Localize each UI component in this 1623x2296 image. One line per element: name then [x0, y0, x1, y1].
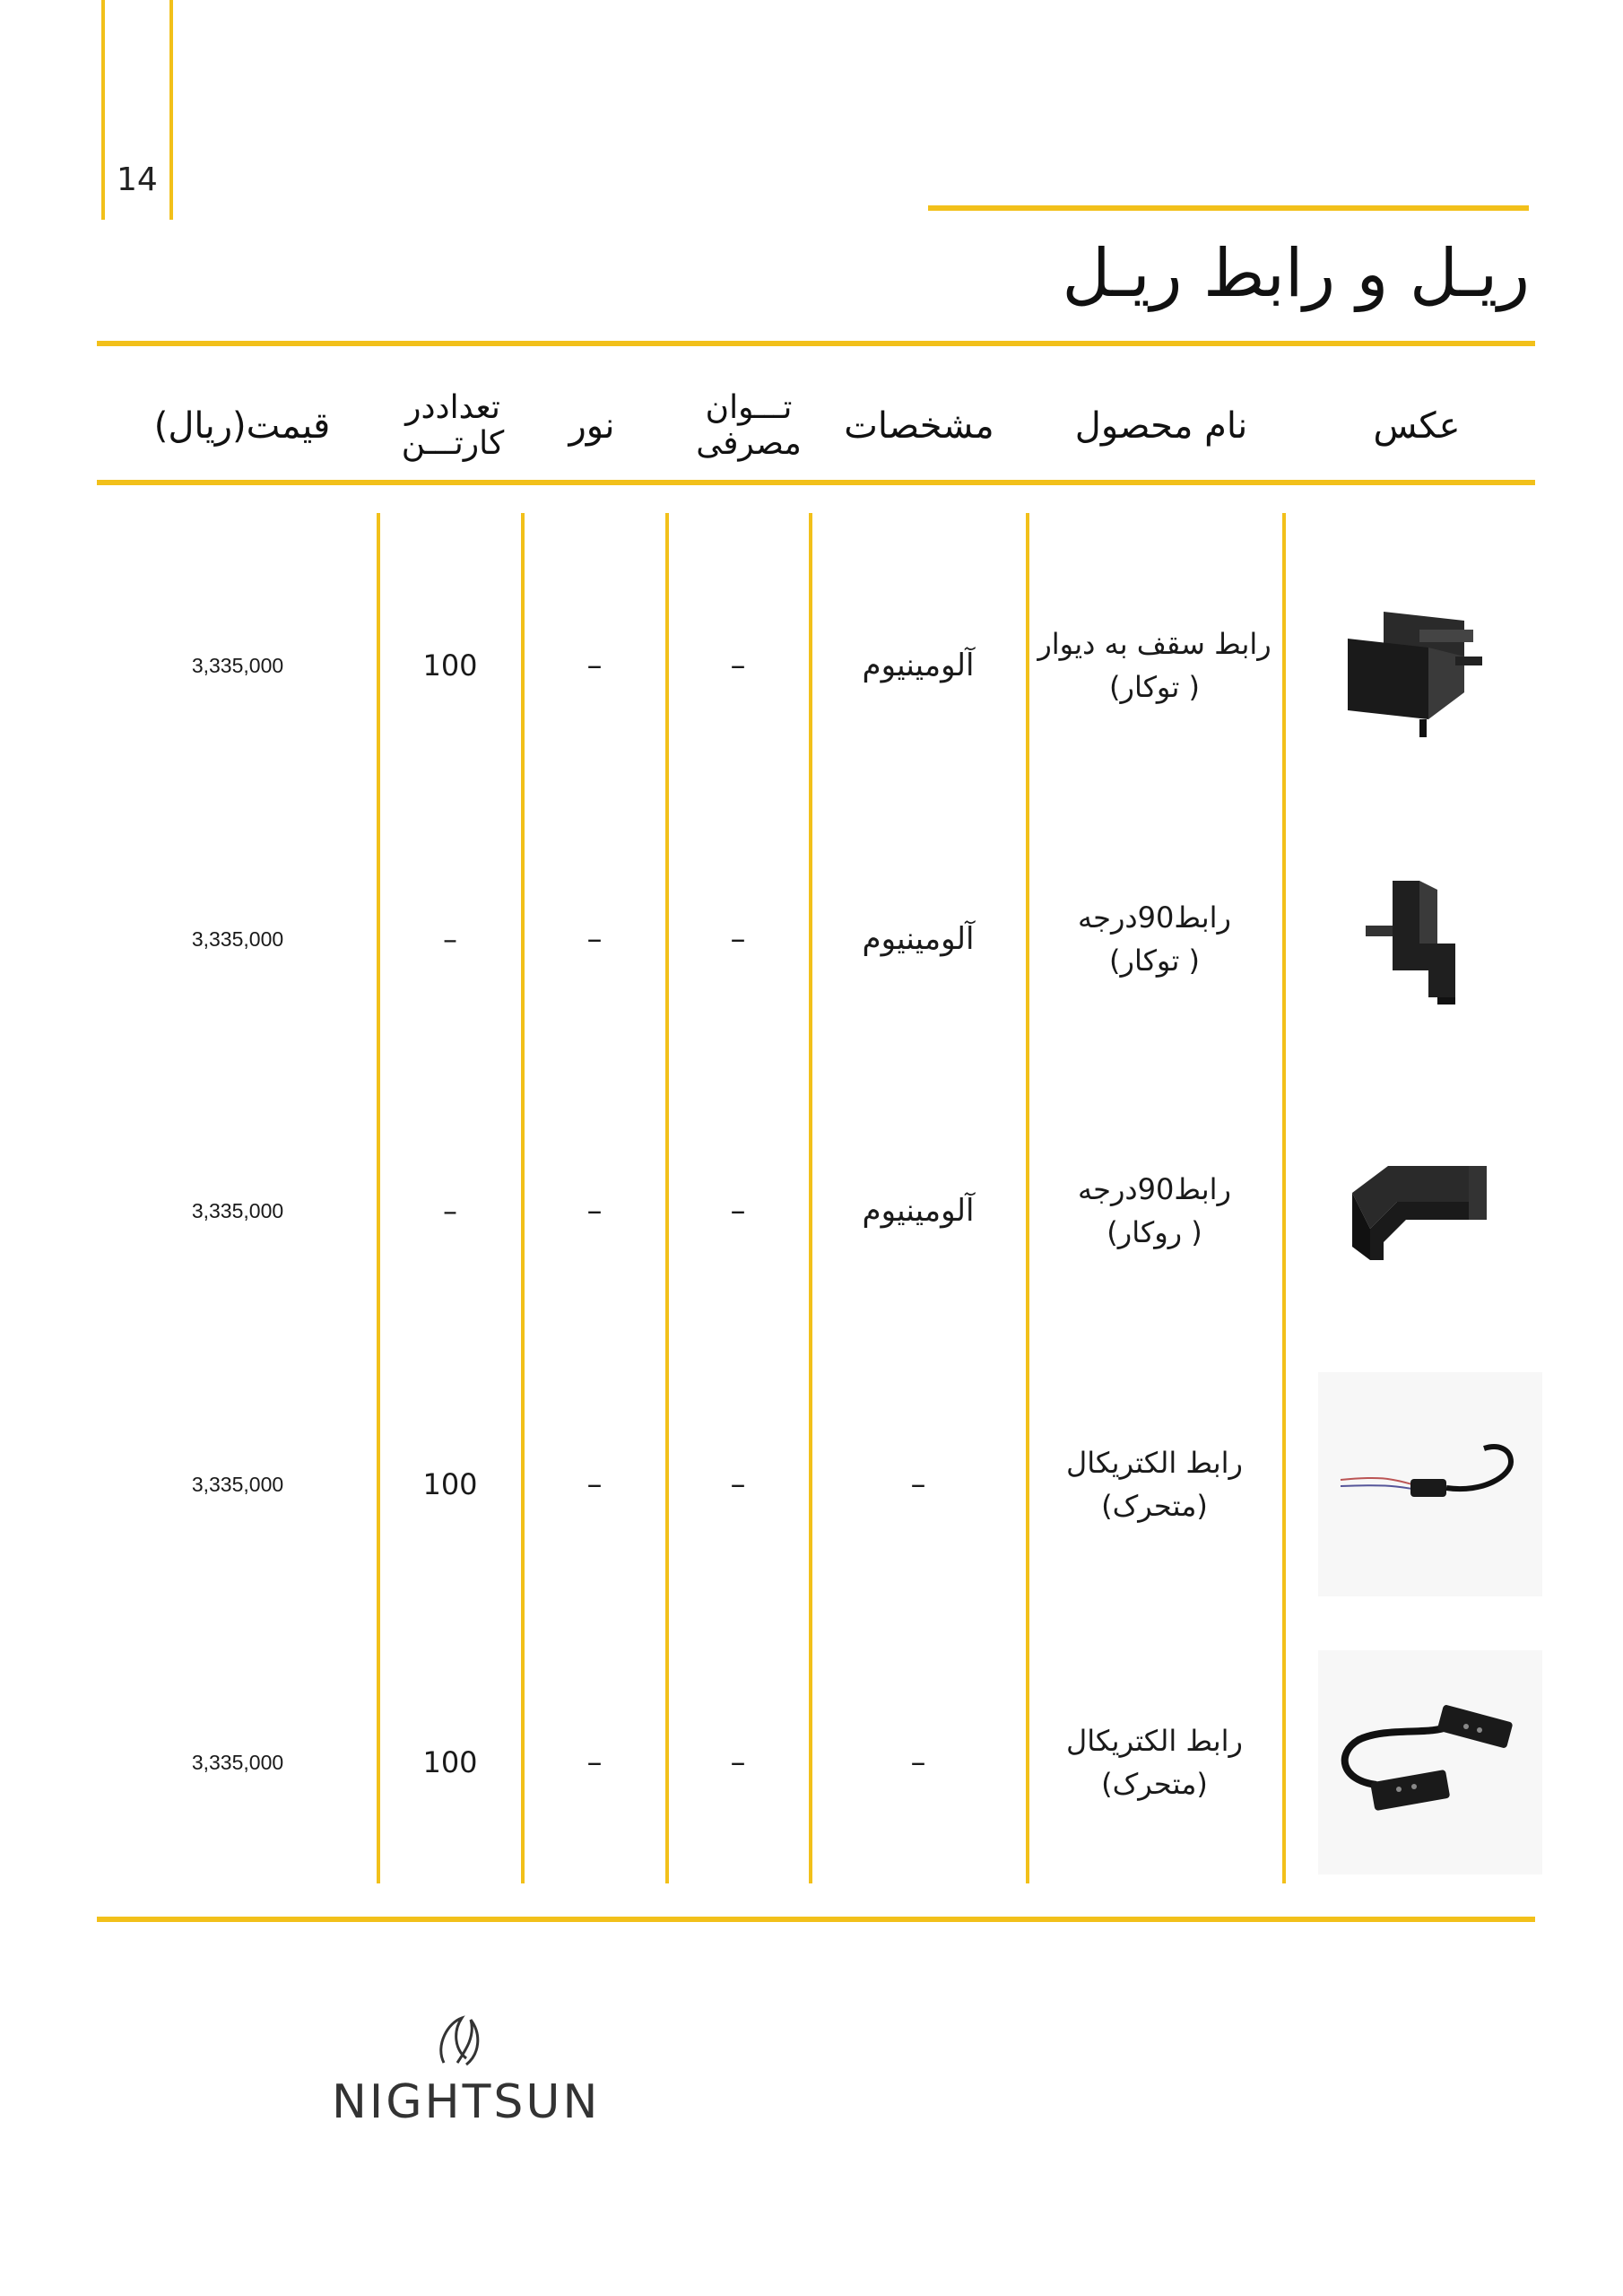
- header-top-rule: [97, 341, 1535, 346]
- power-value: –: [730, 1744, 746, 1780]
- spec-value: آلومینیوم: [862, 648, 975, 683]
- carton-value: –: [443, 1194, 457, 1228]
- header-price-label: قیمت(ریال): [153, 405, 331, 447]
- header-power-line1: تـــوان: [705, 389, 793, 426]
- brand-name: NIGHTSUN: [332, 2075, 601, 2129]
- header-power: [668, 377, 829, 475]
- title-top-rule: [928, 205, 1529, 211]
- price-value: 3,335,000: [191, 1198, 284, 1222]
- light-cell: [525, 840, 664, 1038]
- spec-cell: [812, 1386, 1025, 1583]
- header-product-name-label: نام محصول: [1074, 405, 1248, 447]
- table-row: [0, 1112, 1623, 1309]
- nightsun-logo-icon: [426, 2009, 489, 2072]
- header-image-label: عکس: [1373, 405, 1461, 447]
- ceiling-to-wall-connector-icon: [1330, 594, 1500, 737]
- product-image-cell: [1296, 1112, 1533, 1309]
- light-cell: [525, 1386, 664, 1583]
- header-carton-line1: تعدادد‌ر: [405, 389, 500, 426]
- price-value: 3,335,000: [191, 1750, 284, 1774]
- product-name-cell: [1031, 567, 1278, 764]
- price-cell: [126, 840, 350, 1038]
- light-cell: [525, 567, 664, 764]
- product-name-cell: [1031, 1664, 1278, 1861]
- carton-value: 100: [422, 1467, 478, 1501]
- footer-logo: [332, 2009, 601, 2129]
- light-cell: [525, 1112, 664, 1309]
- carton-cell: [380, 840, 520, 1038]
- product-image-cell: [1318, 1664, 1542, 1861]
- carton-value: 100: [422, 648, 478, 683]
- light-value: –: [586, 921, 603, 957]
- power-value: –: [730, 648, 746, 683]
- header-carton-line2: کارتـــن: [401, 425, 505, 462]
- power-cell: [668, 1112, 808, 1309]
- light-value: –: [586, 1744, 603, 1780]
- table-row: [0, 840, 1623, 1038]
- product-image-frame: [1318, 1650, 1542, 1874]
- spec-cell: [812, 840, 1025, 1038]
- flexible-electrical-connector-icon: [1332, 1700, 1529, 1825]
- product-name-line2: ( توکار): [1109, 944, 1201, 978]
- spec-value: آلومینیوم: [862, 921, 975, 957]
- power-cell: [668, 1664, 808, 1861]
- 90-degree-surface-connector-icon: [1334, 1157, 1496, 1265]
- header-product-name: [1031, 377, 1291, 475]
- light-value: –: [586, 1193, 603, 1229]
- 90-degree-connector-icon: [1357, 872, 1473, 1006]
- power-value: –: [730, 1193, 746, 1229]
- product-name-line1: رابط90درجه: [1078, 900, 1231, 935]
- spec-cell: [812, 1664, 1025, 1861]
- price-cell: [126, 567, 350, 764]
- price-value: 3,335,000: [191, 653, 284, 677]
- product-image-cell: [1296, 840, 1533, 1038]
- power-cell: [668, 1386, 808, 1583]
- product-name-cell: [1031, 1112, 1278, 1309]
- light-cell: [525, 1664, 664, 1861]
- price-cell: [126, 1112, 350, 1309]
- table-row: [0, 1386, 1623, 1583]
- header-bottom-rule: [97, 480, 1535, 485]
- carton-value: 100: [422, 1745, 478, 1779]
- product-image-frame: [1318, 1372, 1542, 1596]
- carton-value: –: [443, 922, 457, 956]
- header-price: [126, 377, 359, 475]
- carton-cell: [380, 567, 520, 764]
- price-cell: [126, 1386, 350, 1583]
- power-value: –: [730, 1466, 746, 1502]
- product-name-line2: (متحرک): [1101, 1489, 1208, 1523]
- carton-cell: [380, 1664, 520, 1861]
- electrical-connector-cable-icon: [1332, 1439, 1529, 1529]
- page-number: 14: [117, 161, 158, 198]
- price-value: 3,335,000: [191, 926, 284, 951]
- product-image-cell: [1318, 1386, 1542, 1583]
- light-value: –: [586, 648, 603, 683]
- header-light: [525, 377, 659, 475]
- spec-cell: [812, 1112, 1025, 1309]
- page-title: ریـل و رابط ریـل: [1062, 235, 1530, 312]
- power-cell: [668, 840, 808, 1038]
- spec-value: –: [910, 1466, 926, 1502]
- header-light-label: نور: [568, 405, 615, 447]
- spec-value: –: [910, 1744, 926, 1780]
- table-row: [0, 567, 1623, 764]
- power-value: –: [730, 921, 746, 957]
- price-value: 3,335,000: [191, 1472, 284, 1496]
- header-image: [1291, 377, 1542, 475]
- product-name-line2: (متحرک): [1101, 1767, 1208, 1801]
- header-specs-label: مشخصات: [844, 405, 994, 447]
- price-cell: [126, 1664, 350, 1861]
- product-image-cell: [1296, 567, 1533, 764]
- product-name-cell: [1031, 1386, 1278, 1583]
- header-carton: [377, 377, 529, 475]
- light-value: –: [586, 1466, 603, 1502]
- header-specs: [812, 377, 1027, 475]
- table-bottom-rule: [97, 1917, 1535, 1922]
- table-row: [0, 1664, 1623, 1861]
- power-cell: [668, 567, 808, 764]
- spec-cell: [812, 567, 1025, 764]
- product-name-line2: ( روکار): [1107, 1215, 1202, 1249]
- spec-value: آلومینیوم: [862, 1193, 975, 1229]
- header-power-line2: مصرفی: [696, 425, 802, 462]
- page-number-line-right: [169, 0, 173, 220]
- product-name-cell: [1031, 840, 1278, 1038]
- product-name-line2: ( توکار): [1109, 670, 1201, 704]
- product-name-line1: رابط90درجه: [1078, 1172, 1231, 1206]
- product-name-line1: رابط الکتریکال: [1066, 1446, 1243, 1480]
- page-number-line-left: [101, 0, 105, 220]
- carton-cell: [380, 1386, 520, 1583]
- product-name-line1: رابط سقف به دیوار: [1037, 627, 1271, 661]
- carton-cell: [380, 1112, 520, 1309]
- product-name-line1: رابط الکتریکال: [1066, 1724, 1243, 1758]
